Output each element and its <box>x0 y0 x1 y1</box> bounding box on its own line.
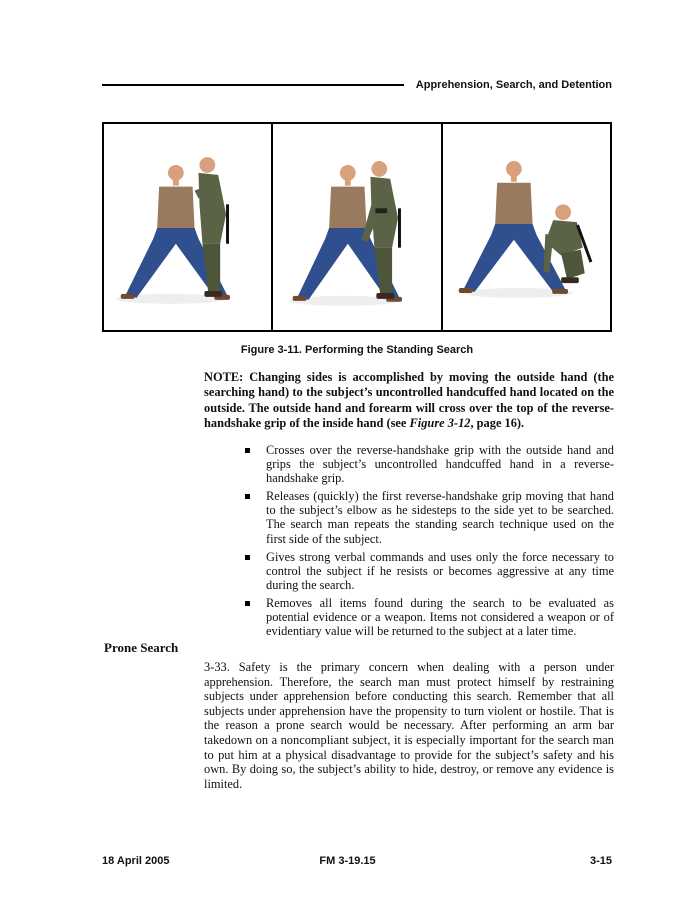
running-header: Apprehension, Search, and Detention <box>415 79 612 91</box>
searcher-reaching-subject-waist-icon <box>273 124 440 330</box>
list-item: Crosses over the reverse-handshake grip with the outside hand and grips the subject’s uncontrolled handcuffed hand in a reverse-handshake grip. <box>236 443 614 485</box>
figure-caption: Figure 3-11. Performing the Standing Search <box>240 344 474 356</box>
body-paragraph: 3-33. Safety is the primary concern when dealing with a person under apprehension. Therefore, the search man must protect himself by restraining subjects under apprehension before conducting this search. Remember that all subjects under apprehension have the propensity to turn violent or hostile. That is the reason a prone search would be necessary. After performing an arm bar takedown on a noncompliant subject, it is especially important for the search man to put him at a physical disadvantage to provide for the subject’s safety and his own. By doing so, the subject’s ability to hide, destroy, or remove any evidence is limited. <box>204 660 614 791</box>
figure-panel-1 <box>104 124 271 330</box>
bullet-square-icon <box>245 494 250 499</box>
footer-manual: FM 3-19.15 <box>319 855 376 867</box>
list-item: Releases (quickly) the first reverse-handshake grip moving that hand to the subject’s elbow as he sidesteps to the side yet to be searched. The search man repeats the standing search technique used on the first side of the subject. <box>236 489 614 545</box>
list-item: Gives strong verbal commands and uses only the force necessary to control the subject if he resists or becomes aggressive at any time during the search. <box>236 550 614 592</box>
figure-3-11 <box>102 122 612 332</box>
bullet-list <box>236 443 614 642</box>
note-paragraph <box>204 370 614 432</box>
page-number: 3-15 <box>589 855 612 867</box>
figure-panel-3 <box>441 124 610 330</box>
footer-date: 18 April 2005 <box>102 855 170 867</box>
header-rule <box>102 84 404 86</box>
bullet-square-icon <box>245 601 250 606</box>
figure-panel-2 <box>271 124 440 330</box>
list-item: Removes all items found during the search to be evaluated as potential evidence or a weapon. Items not considered a weapon or of evidentiary value will be returned to the subject at a later time. <box>236 596 614 638</box>
bullet-square-icon <box>245 448 250 453</box>
section-heading: Prone Search <box>104 640 179 655</box>
note-text: NOTE: Changing sides is accomplished by moving the outside hand (the searching hand) to the subject’s uncontrolled handcuffed hand located on the outside. The outside hand and forearm will cross over the top of the reverse-handshake grip of the inside hand (see <box>204 370 614 431</box>
searcher-behind-subject-hands-on-back-icon <box>104 124 271 330</box>
bullet-square-icon <box>245 555 250 560</box>
note-text-end: , page 16). <box>470 416 525 431</box>
searcher-crouching-checking-leg-icon <box>443 124 610 330</box>
figure-reference-link[interactable]: Figure 3-12 <box>409 416 471 431</box>
